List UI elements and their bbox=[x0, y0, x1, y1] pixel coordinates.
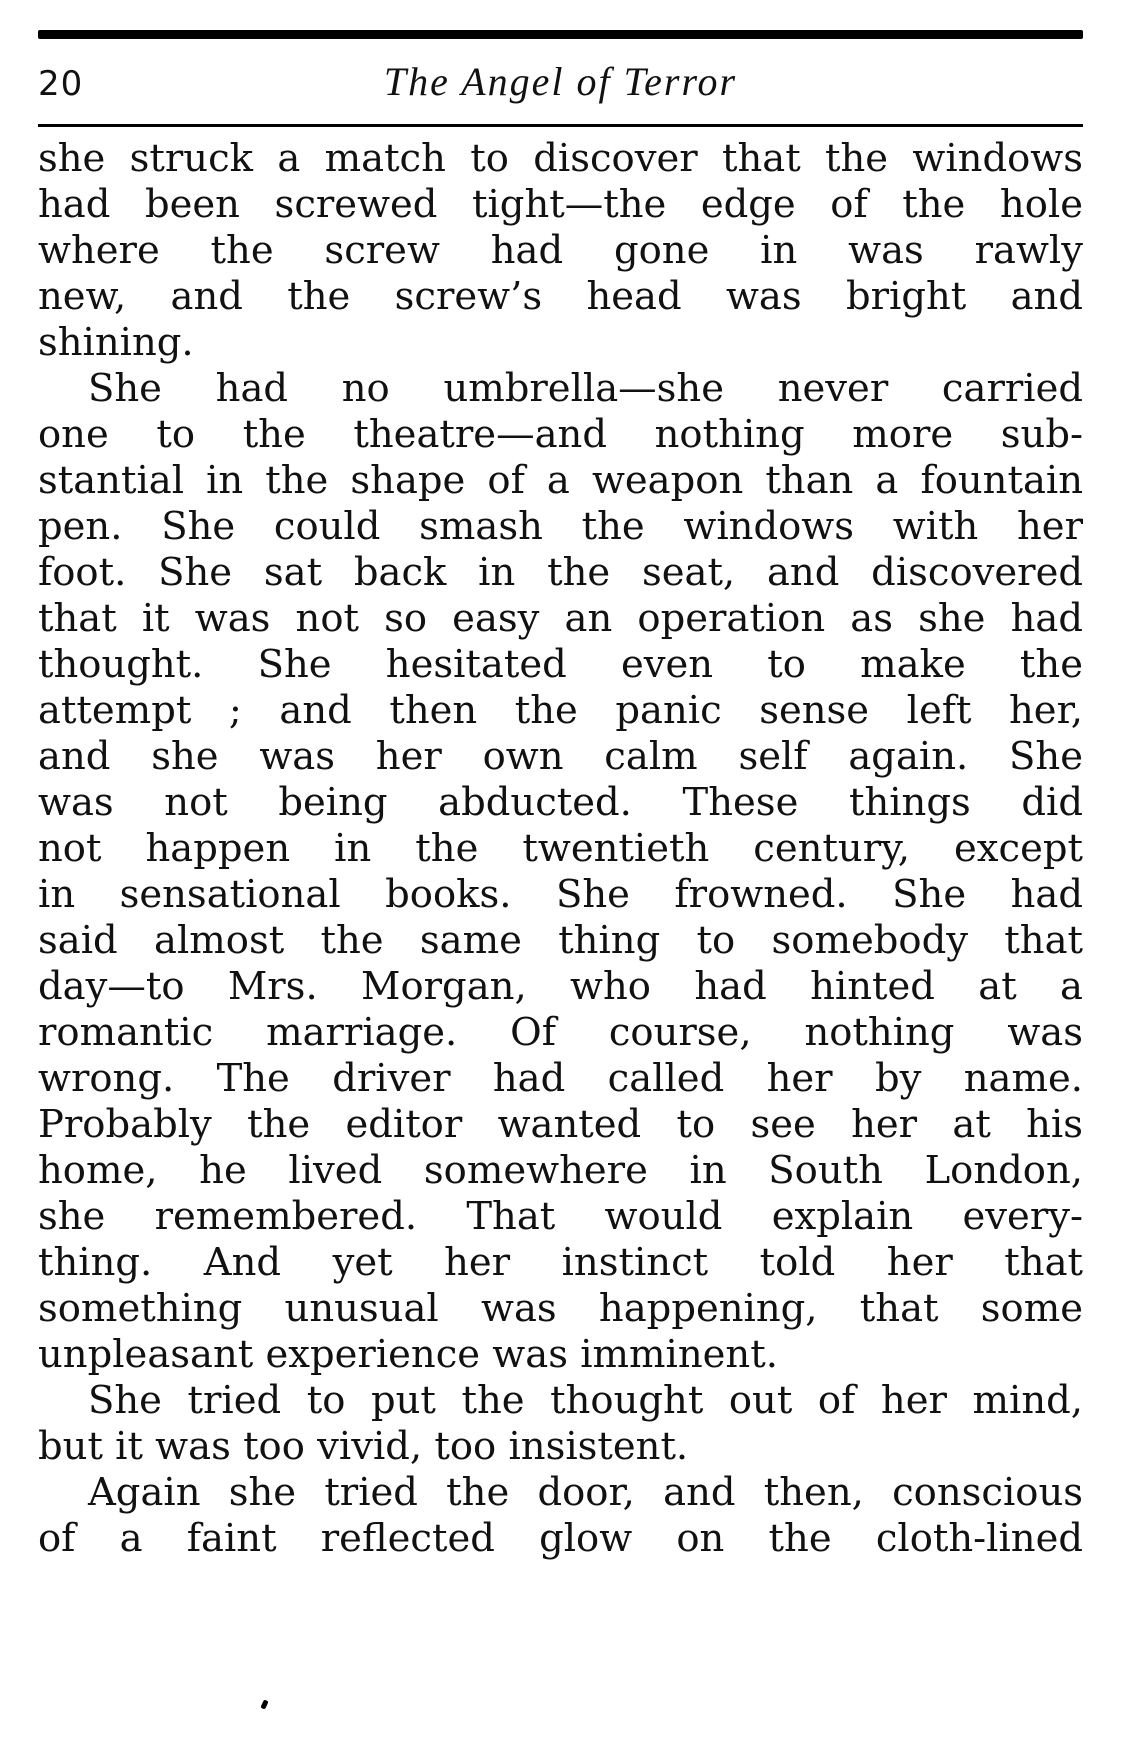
body-text bbox=[38, 136, 1083, 1562]
text-line: thing. And yet her instinct told her that bbox=[38, 1240, 1083, 1285]
text-line: that it was not so easy an operation as she had bbox=[38, 596, 1083, 641]
text-line: had been screwed tight—the edge of the hole bbox=[38, 182, 1083, 227]
ink-speck bbox=[260, 1699, 268, 1709]
running-head bbox=[38, 58, 1083, 110]
text-line: one to the theatre—and nothing more sub- bbox=[38, 412, 1083, 457]
text-line: she remembered. That would explain every- bbox=[38, 1194, 1083, 1239]
text-line: of a faint reflected glow on the cloth-lined bbox=[38, 1516, 1083, 1561]
text-line: something unusual was happening, that some bbox=[38, 1286, 1083, 1331]
book-title: The Angel of Terror bbox=[383, 59, 738, 104]
text-line: where the screw had gone in was rawly bbox=[38, 228, 1083, 273]
paragraph-start-line: She tried to put the thought out of her mind, bbox=[88, 1378, 1083, 1423]
text-line: said almost the same thing to somebody that bbox=[38, 918, 1083, 963]
paragraph-end-line: shining. bbox=[38, 320, 194, 365]
header-rule bbox=[38, 124, 1083, 127]
text-line: not happen in the twentieth century, except bbox=[38, 826, 1083, 871]
text-line: was not being abducted. These things did bbox=[38, 780, 1083, 825]
text-line: romantic marriage. Of course, nothing was bbox=[38, 1010, 1083, 1055]
text-line: home, he lived somewhere in South London, bbox=[38, 1148, 1083, 1193]
paragraph-end-line: but it was too vivid, too insistent. bbox=[38, 1424, 689, 1469]
text-line: day—to Mrs. Morgan, who had hinted at a bbox=[38, 964, 1083, 1009]
text-line: and she was her own calm self again. She bbox=[38, 734, 1083, 779]
text-line: stantial in the shape of a weapon than a fountain bbox=[38, 458, 1083, 503]
text-line: attempt ; and then the panic sense left her, bbox=[38, 688, 1083, 733]
page-number: 20 bbox=[38, 64, 84, 104]
text-line: wrong. The driver had called her by name. bbox=[38, 1056, 1083, 1101]
text-line: new, and the screw’s head was bright and bbox=[38, 274, 1083, 319]
text-line: thought. She hesitated even to make the bbox=[38, 642, 1083, 687]
text-line: in sensational books. She frowned. She had bbox=[38, 872, 1083, 917]
paragraph-start-line: Again she tried the door, and then, conscious bbox=[88, 1470, 1083, 1515]
text-line: foot. She sat back in the seat, and discovered bbox=[38, 550, 1083, 595]
top-rule bbox=[38, 30, 1083, 39]
paragraph-start-line: She had no umbrella—she never carried bbox=[88, 366, 1083, 411]
paragraph-end-line: unpleasant experience was imminent. bbox=[38, 1332, 778, 1377]
text-line: Probably the editor wanted to see her at his bbox=[38, 1102, 1083, 1147]
text-line: she struck a match to discover that the windows bbox=[38, 136, 1083, 181]
text-line: pen. She could smash the windows with her bbox=[38, 504, 1083, 549]
